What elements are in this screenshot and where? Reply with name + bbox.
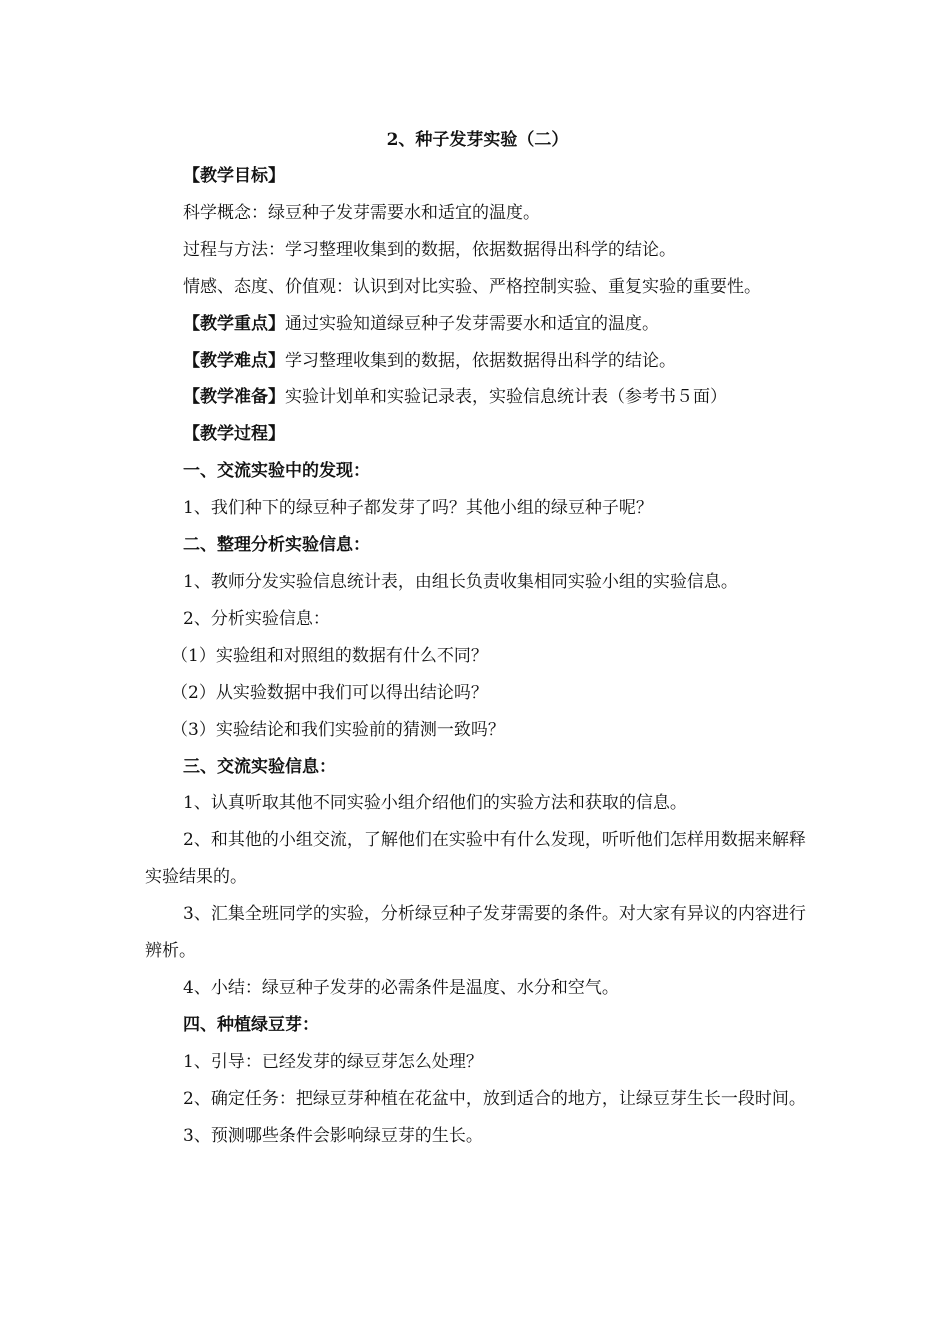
section-3-item-2: 2、和其他的小组交流，了解他们在实验中有什么发现，听听他们怎样用数据来解释实验结果的。 — [145, 830, 806, 888]
section-3-item-3: 3、汇集全班同学的实验，分析绿豆种子发芽需要的条件。对大家有异议的内容进行辨析。 — [145, 904, 806, 962]
section-2-sub-2: （2）从实验数据中我们可以得出结论吗？ — [171, 682, 488, 703]
goals-heading: 【教学目标】 — [183, 166, 285, 186]
section-2-item-2: 2、分析实验信息： — [183, 608, 330, 629]
difficulty-points — [145, 343, 810, 380]
preparation — [145, 379, 810, 416]
key-text: 通过实验知道绿豆种子发芽需要水和适宜的温度。 — [285, 313, 659, 334]
section-4-item-3: 3、预测哪些条件会影响绿豆芽的生长。 — [183, 1125, 483, 1146]
goal-concept: 科学概念：绿豆种子发芽需要水和适宜的温度。 — [183, 202, 540, 223]
prep-label: 【教学准备】 — [183, 387, 285, 408]
section-2-heading: 二、整理分析实验信息： — [183, 535, 370, 556]
section-3-item-1: 1、认真听取其他不同实验小组介绍他们的实验方法和获取的信息。 — [183, 793, 687, 814]
section-1-item-1: 1、我们种下的绿豆种子都发芽了吗？其他小组的绿豆种子呢？ — [183, 498, 653, 519]
document-page — [145, 122, 810, 1154]
section-2-item-1: 1、教师分发实验信息统计表，由组长负责收集相同实验小组的实验信息。 — [183, 571, 738, 592]
key-label: 【教学重点】 — [183, 313, 285, 334]
goal-attitude: 情感、态度、价值观：认识到对比实验、严格控制实验、重复实验的重要性。 — [183, 276, 761, 297]
process-heading: 【教学过程】 — [183, 424, 285, 445]
difficulty-text: 学习整理收集到的数据，依据数据得出科学的结论。 — [285, 350, 676, 371]
section-2-sub-3: （3）实验结论和我们实验前的猜测一致吗？ — [171, 719, 505, 740]
section-3-heading: 三、交流实验信息： — [183, 756, 336, 777]
difficulty-label: 【教学难点】 — [183, 350, 285, 371]
goal-method: 过程与方法：学习整理收集到的数据，依据数据得出科学的结论。 — [183, 239, 676, 260]
section-4-item-1: 1、引导：已经发芽的绿豆芽怎么处理？ — [183, 1051, 483, 1072]
key-points — [145, 306, 810, 343]
section-3-item-4: 4、小结：绿豆种子发芽的必需条件是温度、水分和空气。 — [183, 977, 619, 998]
document-title: 2、种子发芽实验（二） — [386, 130, 569, 150]
prep-text: 实验计划单和实验记录表，实验信息统计表（参考书５面） — [285, 387, 727, 408]
section-4-heading: 四、种植绿豆芽： — [183, 1014, 319, 1035]
section-2-sub-1: （1）实验组和对照组的数据有什么不同？ — [171, 645, 488, 666]
section-1-heading: 一、交流实验中的发现： — [183, 461, 370, 482]
section-4-item-2: 2、确定任务：把绿豆芽种植在花盆中，放到适合的地方，让绿豆芽生长一段时间。 — [183, 1088, 806, 1109]
